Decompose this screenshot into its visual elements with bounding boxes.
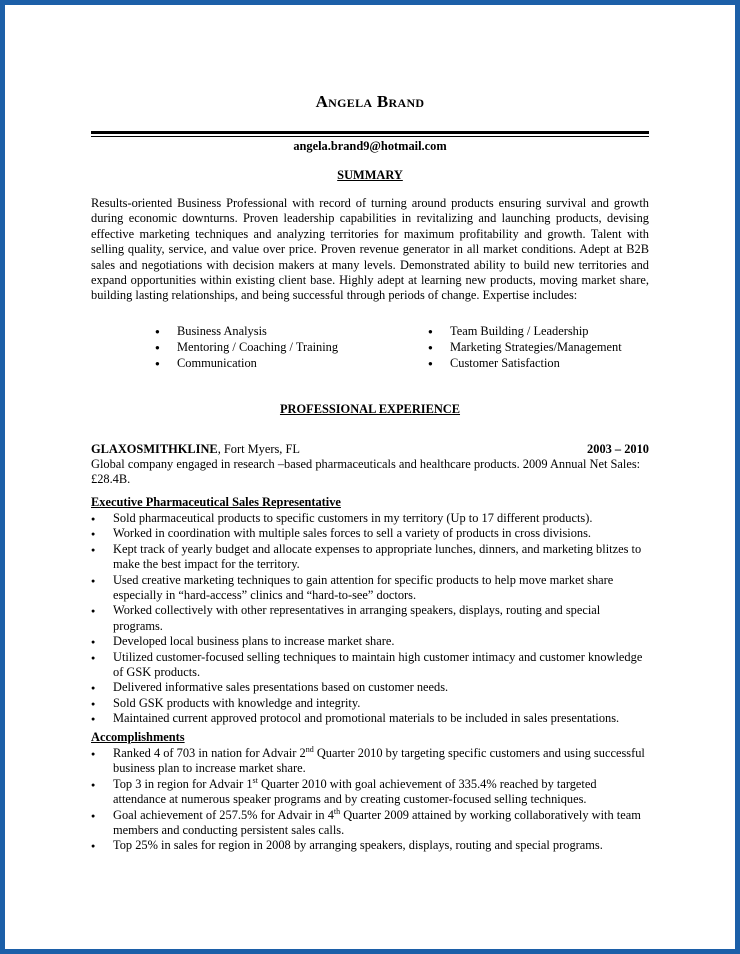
duty-item: ● Developed local business plans to increase market share.	[91, 634, 649, 649]
company-name: GLAXOSMITHKLINE	[91, 442, 218, 456]
employment-dates: 2003 – 2010	[587, 442, 649, 456]
duty-item: ● Maintained current approved protocol and promotional materials to be included in sales presentations.	[91, 711, 649, 726]
duty-item: ● Worked in coordination with multiple sales forces to sell a variety of products in cross divisions.	[91, 526, 649, 541]
expertise-item: ● Mentoring / Coaching / Training	[155, 340, 338, 356]
duty-item: ● Used creative marketing techniques to gain attention for specific products to help move market share especially in “hard-access” clinics and “hard-to-see” doctors.	[91, 573, 649, 604]
expertise-list	[91, 324, 649, 374]
expertise-item: ● Customer Satisfaction	[428, 356, 622, 372]
company-description: Global company engaged in research –based pharmaceuticals and healthcare products. 2009 Annual Net Sales: £28.4B.	[91, 457, 641, 487]
accomplishments-heading: Accomplishments	[91, 730, 185, 744]
duties-list	[91, 511, 649, 727]
experience-heading: PROFESSIONAL EXPERIENCE	[279, 402, 461, 416]
company-line	[91, 442, 649, 457]
duty-item: ● Worked collectively with other representatives in arranging speakers, displays, routing and special programs.	[91, 603, 649, 634]
accomplishment-item: ● Top 25% in sales for region in 2008 by arranging speakers, displays, routing and special programs.	[91, 838, 649, 853]
duty-item: ● Delivered informative sales presentations based on customer needs.	[91, 680, 649, 695]
duty-item: ● Kept track of yearly budget and allocate expenses to appropriate lunches, dinners, and marketing blitzes to make the best impact for the territory.	[91, 542, 649, 573]
header-rule-thin	[91, 136, 649, 137]
accomplishment-item: ● Top 3 in region for Advair 1st Quarter 2010 with goal achievement of 335.4% reached by targeted attendance at numerous speaker programs and by creating customer-focused selling techniques.	[91, 777, 649, 808]
email-address: angela.brand9@hotmail.com	[293, 139, 447, 153]
job-title: Executive Pharmaceutical Sales Representative	[91, 495, 341, 509]
expertise-right-column	[428, 324, 622, 372]
summary-text: Results-oriented Business Professional with record of turning around products ensuring survival and growth during economic downturns. Proven leadership capabilities in revitalizing and launching products, devising effective marketing techniques and analyzing territories for maximum profitability and growth. Talent with selling quality, service, and value over price. Proven revenue generator in all market conditions. Adept at B2B sales and negotiations with decision makers at many levels. Demonstrated ability to build new territories and expand opportunities within existing client base. Highly adept at learning new products, moving market share, building lasting relationships, and being successful through periods of change. Expertise includes:	[91, 196, 649, 303]
duty-item: ● Sold pharmaceutical products to specific customers in my territory (Up to 17 different products).	[91, 511, 649, 526]
expertise-item: ● Business Analysis	[155, 324, 338, 340]
header-rule-thick	[91, 131, 649, 134]
candidate-name: Angela Brand	[315, 92, 425, 111]
duty-item: ● Sold GSK products with knowledge and integrity.	[91, 696, 649, 711]
accomplishment-item: ● Ranked 4 of 703 in nation for Advair 2nd Quarter 2010 by targeting specific customers and using successful business plan to increase market share.	[91, 746, 649, 777]
expertise-item: ● Communication	[155, 356, 338, 372]
summary-heading: SUMMARY	[337, 168, 403, 182]
duty-item: ● Utilized customer-focused selling techniques to maintain high customer intimacy and customer knowledge of GSK products.	[91, 650, 649, 681]
accomplishments-list	[91, 746, 649, 854]
expertise-item: ● Team Building / Leadership	[428, 324, 622, 340]
company-location: , Fort Myers, FL	[217, 442, 300, 456]
expertise-item: ● Marketing Strategies/Management	[428, 340, 622, 356]
expertise-left-column	[155, 324, 338, 372]
accomplishment-item: ● Goal achievement of 257.5% for Advair in 4th Quarter 2009 attained by working collaboratively with team members and conducting persistent sales calls.	[91, 808, 649, 839]
